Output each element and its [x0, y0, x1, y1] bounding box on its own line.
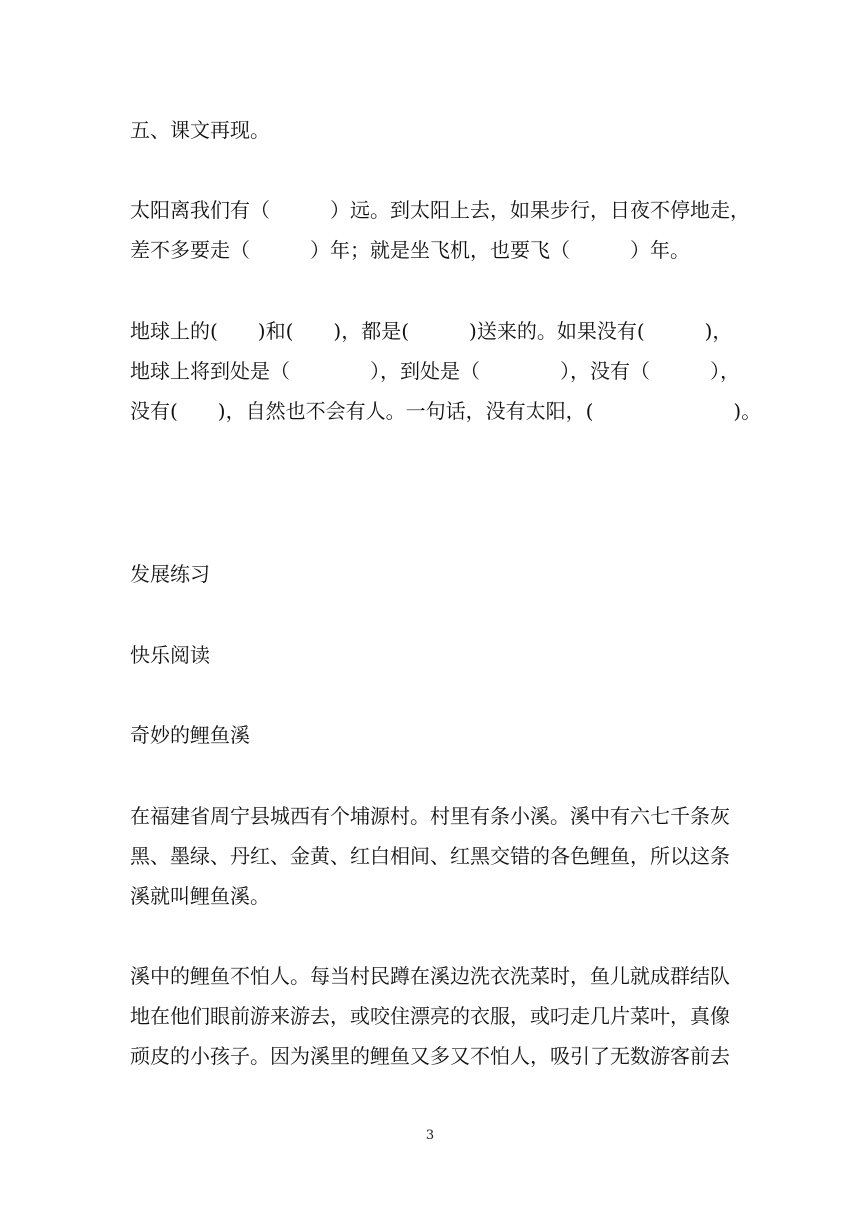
fill-blank-line: 太阳离我们有（ ）远。到太阳上去，如果步行，日夜不停地走，	[130, 198, 750, 222]
subheading: 快乐阅读	[130, 643, 210, 667]
section-heading: 发展练习	[130, 562, 210, 586]
fill-blank-line: 差不多要走（ ）年；就是坐飞机，也要飞（ ）年。	[130, 238, 690, 262]
paragraph-line: 地在他们眼前游来游去，或咬住漂亮的衣服，或叼走几片菜叶，真像	[130, 1004, 730, 1028]
paragraph-line: 黑、墨绿、丹红、金黄、红白相间、红黑交错的各色鲤鱼，所以这条	[130, 844, 730, 868]
article-title: 奇妙的鲤鱼溪	[130, 723, 250, 747]
paragraph-line: 溪就叫鲤鱼溪。	[130, 884, 270, 908]
paragraph-line: 在福建省周宁县城西有个埔源村。村里有条小溪。溪中有六七千条灰	[130, 804, 730, 828]
paragraph-line: 溪中的鲤鱼不怕人。每当村民蹲在溪边洗衣洗菜时，鱼儿就成群结队	[130, 964, 730, 988]
fill-blank-line: 地球上将到处是（ ），到处是（ ），没有（ ），	[130, 359, 740, 383]
fill-blank-line: 没有( )，自然也不会有人。一句话，没有太阳，( )。	[130, 399, 762, 423]
section-heading: 五、课文再现。	[130, 118, 270, 142]
paragraph-line: 顽皮的小孩子。因为溪里的鲤鱼又多又不怕人，吸引了无数游客前去	[130, 1044, 730, 1068]
fill-blank-line: 地球上的( )和( )，都是( )送来的。如果没有( )，	[130, 319, 733, 343]
page-number: 3	[425, 1128, 435, 1143]
